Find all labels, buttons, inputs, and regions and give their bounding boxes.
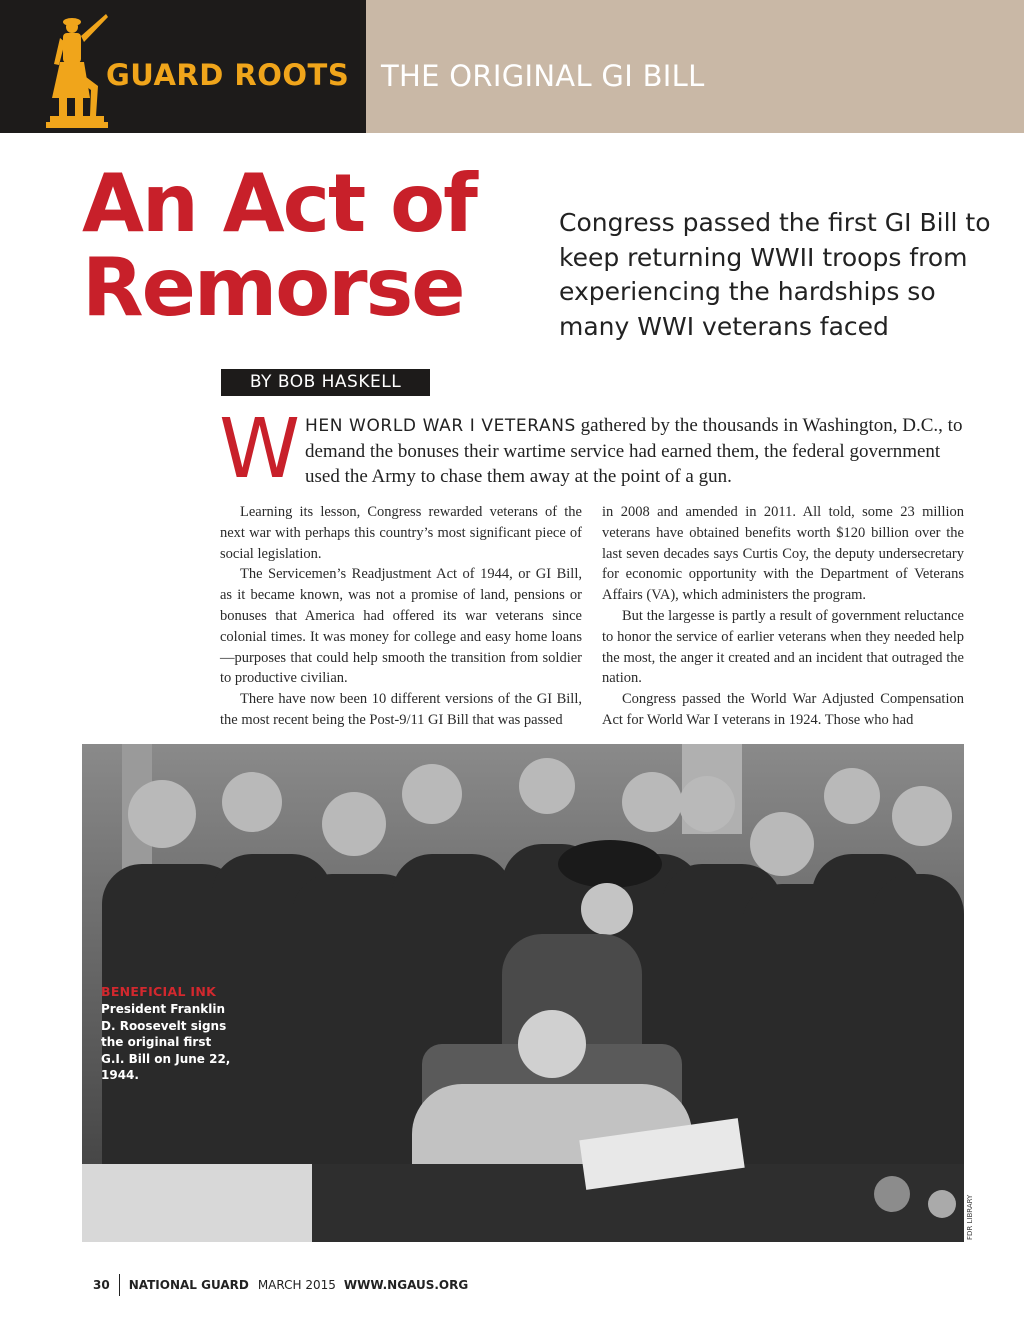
banner-dark-panel [0,0,366,133]
photo-credit [964,1196,976,1242]
headline-line-2: Remorse [82,241,464,334]
caption-headline: BENEFICIAL INK [101,984,217,999]
body-paragraph: in 2008 and amended in 2011. All told, some 23 million veterans have obtained benefits worth $120 billion over the last seven decades says Curtis Coy, the deputy undersecretary for economic opportunity with the Department of Veterans Affairs (VA), which administers the program. [602,504,964,604]
byline: BY BOB HASKELL [221,369,430,396]
magazine-name: NATIONAL GUARD [128,1278,249,1292]
website-url[interactable]: WWW.NGAUS.ORG [343,1278,469,1292]
lede-small-caps: HEN WORLD WAR I VETERANS [305,416,576,436]
section-label: GUARD ROOTS [106,58,350,92]
footer-divider [119,1274,120,1296]
photo-credit-text: FDR LIBRARY [966,1194,974,1240]
article-deck: Congress passed the first GI Bill to keep returning WWII troops from experiencing the hardships so many WWI veterans faced [559,208,991,341]
body-paragraph: But the largesse is partly a result of government reluctance to honor the service of earlier veterans when they needed help the most, the anger it created and an incident that outraged the nation. [602,607,964,687]
body-column-left [220,502,582,731]
lede-paragraph [305,413,965,489]
lede-text: gathered by the thousands in Washington, D.C., to demand the bonuses their wartime service had earned them, the federal government used the Army to chase them away at the point of a gun. [305,415,963,487]
caption-text: President Franklin D. Roosevelt signs the original first G.I. Bill on June 22, 1944. [101,1002,231,1082]
article-headline [82,157,476,334]
minuteman-logo-icon [46,12,108,128]
body-paragraph: Congress passed the World War Adjusted Compensation Act for World War I veterans in 1924. Those who had [602,691,964,728]
body-paragraph: There have now been 10 different versions of the GI Bill, the most recent being the Post-9/11 GI Bill that was passed [220,691,582,728]
headline-line-1: An Act of [82,157,476,250]
body-paragraph: The Servicemen’s Readjustment Act of 1944, or GI Bill, as it became known, was not a promise of land, pensions or bonuses that America had offered its war veterans since colonial times. It was money for college and easy home loans—purposes that could help smooth the transition from soldier to productive civilian. [220,566,582,687]
page-footer [93,1274,468,1296]
body-column-right [602,502,964,731]
page-number: 30 [93,1278,110,1292]
section-title: THE ORIGINAL GI BILL [381,59,705,93]
issue-date: MARCH 2015 [257,1278,336,1292]
body-paragraph: Learning its lesson, Congress rewarded veterans of the next war with perhaps this country’s most significant piece of social legislation. [220,504,582,562]
drop-cap: W [219,402,301,497]
